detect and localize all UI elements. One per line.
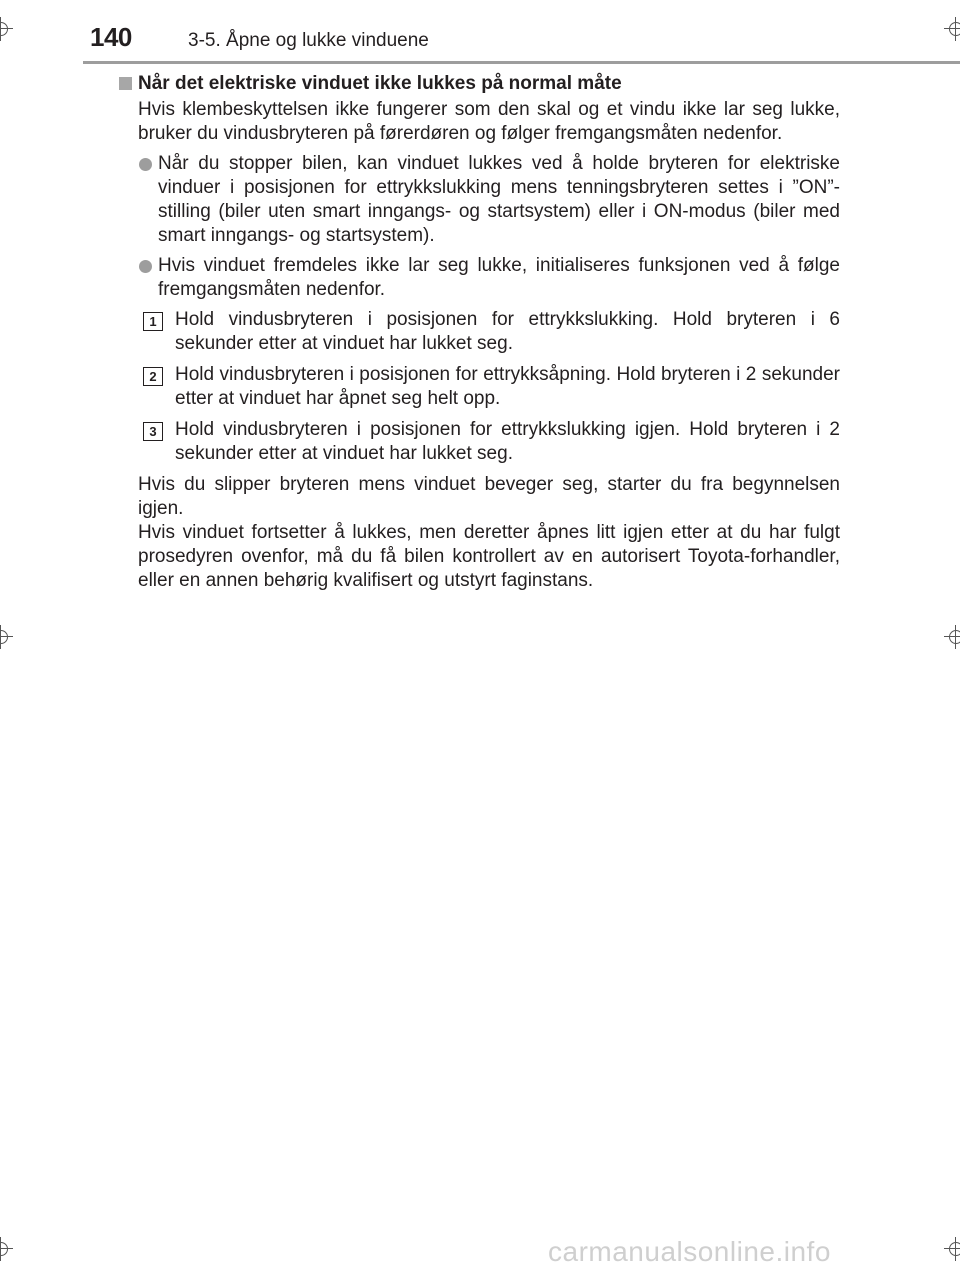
list-item-text: Når du stopper bilen, kan vinduet lukkes ved å holde bryteren for elektriske vinduer i posisjonen for ettrykkslukking mens tenningsbryteren settes i ”ON”-stilling (biler uten smart inngangs- og startsystem) eller i ON-modus (biler med smart inngangs- og startsystem).: [158, 153, 840, 246]
step-number-badge: 2: [143, 367, 163, 386]
intro-paragraph: Hvis klembeskyttelsen ikke fungerer som den skal og et vindu ikke lar seg lukke, bruker du vindusbryteren på førerdøren og følger fremgangsmåten nedenfor.: [138, 99, 840, 144]
list-item: [118, 152, 840, 248]
square-bullet-icon: [119, 77, 132, 90]
step-item: [118, 363, 840, 411]
step-text: Hold vindusbryteren i posisjonen for ettrykkslukking. Hold bryteren i 6 sekunder etter at vinduet har lukket seg.: [175, 309, 840, 354]
step-number-badge: 3: [143, 422, 163, 441]
step-number-badge: 1: [143, 312, 163, 331]
step-text: Hold vindusbryteren i posisjonen for ettrykksåpning. Hold bryteren i 2 sekunder etter at vinduet har åpnet seg helt opp.: [175, 364, 840, 409]
watermark: carmanualsonline.info: [548, 1236, 831, 1267]
closing-paragraph-2: Hvis vinduet fortsetter å lukkes, men deretter åpnes litt igjen etter at du har fulgt prosedyren ovenfor, må du få bilen kontrollert av en autorisert Toyota-forhandler, eller en annen behørig kvalifisert og utstyrt faginstans.: [138, 522, 840, 591]
crop-mark-bottom-right: [944, 1237, 960, 1261]
section-heading-text: Når det elektriske vinduet ikke lukkes på normal måte: [138, 73, 622, 94]
page-content: [118, 72, 840, 593]
page-number: 140: [90, 22, 132, 52]
header-rule: [83, 61, 960, 64]
crop-mark-mid-left: [0, 625, 13, 649]
section-heading: [118, 72, 840, 96]
crop-mark-top-left: [0, 17, 13, 41]
list-item: [118, 254, 840, 302]
circle-bullet-icon: [139, 260, 152, 273]
crop-mark-mid-right: [944, 625, 960, 649]
crop-mark-bottom-left: [0, 1237, 13, 1261]
closing-notes: [118, 473, 840, 593]
step-text: Hold vindusbryteren i posisjonen for ettrykkslukking igjen. Hold bryteren i 2 sekunder etter at vinduet har lukket seg.: [175, 419, 840, 464]
step-item: [118, 308, 840, 356]
list-item-text: Hvis vinduet fremdeles ikke lar seg lukke, initialiseres funksjonen ved å følge fremgangsmåten nedenfor.: [158, 255, 840, 300]
circle-bullet-icon: [139, 158, 152, 171]
step-item: [118, 418, 840, 466]
page-header: [90, 22, 950, 58]
closing-paragraph-1: Hvis du slipper bryteren mens vinduet beveger seg, starter du fra begynnelsen igjen.: [138, 474, 840, 519]
section-title: 3-5. Åpne og lukke vinduene: [188, 30, 429, 51]
